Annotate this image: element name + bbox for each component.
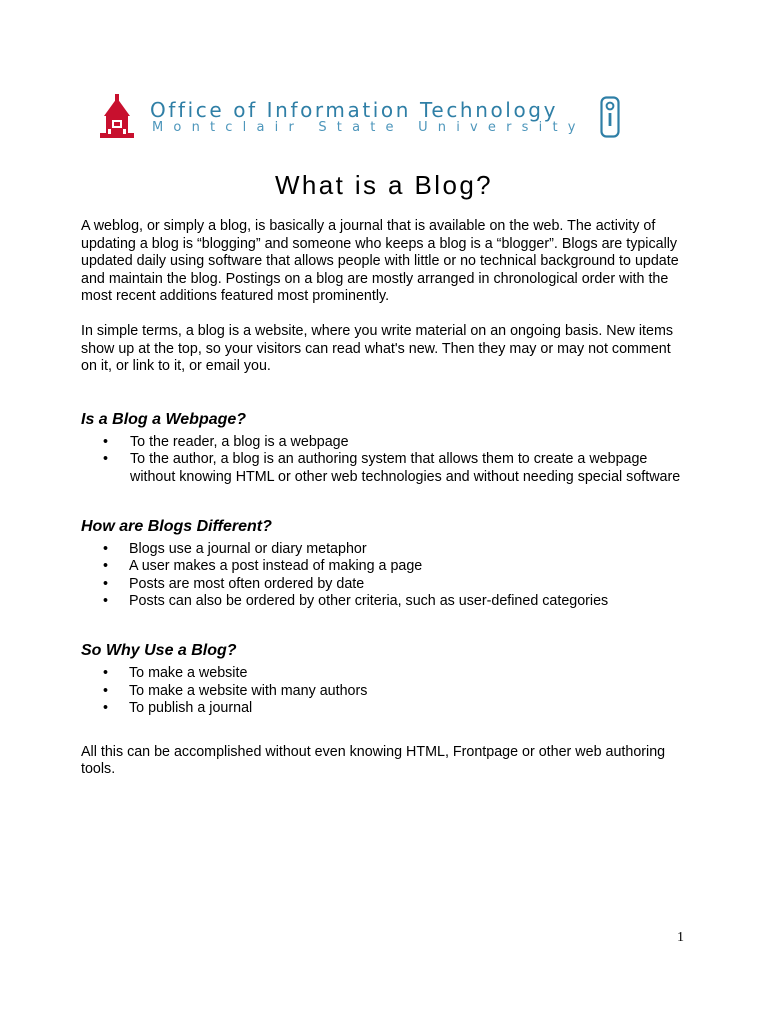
document-body [81,218,687,779]
list-item: • Posts are most often ordered by date [81,576,687,594]
org-name: Office of Information Technology [150,98,559,122]
keyhole-icon [600,96,620,138]
montclair-seal-icon [96,94,138,140]
page-number: 1 [677,930,684,945]
list-item: • To publish a journal [81,700,687,718]
list-item: • Blogs use a journal or diary metaphor [81,541,687,559]
list-item: • To make a website with many authors [81,683,687,701]
intro-paragraph-2: In simple terms, a blog is a website, where you write material on an ongoing basis. New items show up at the top, so your visitors can read what's new. Then they may or may not comment on it, or link to it, or email you. [81,322,674,375]
section-heading-why: So Why Use a Blog? [81,641,237,659]
page-title: What is a Blog? [274,170,494,200]
list-item: • To the author, a blog is an authoring system that allows them to create a webpage without knowing HTML or other web technologies and without needing special software [81,451,687,486]
bullet-list-different [81,541,687,611]
section-heading-different: How are Blogs Different? [81,517,272,535]
bullet-list-webpage [81,434,687,487]
bullet-list-why [81,665,687,718]
section-heading-webpage: Is a Blog a Webpage? [81,410,247,428]
list-item: • To the reader, a blog is a webpage [81,434,687,452]
header-logo [96,94,626,142]
university-name: Montclair State University [152,120,586,135]
list-item: • A user makes a post instead of making a page [81,558,687,576]
closing-paragraph: All this can be accomplished without even knowing HTML, Frontpage or other web authoring tools. [81,743,666,778]
intro-paragraph-1: A weblog, or simply a blog, is basically a journal that is available on the web. The activity of updating a blog is “blogging” and someone who keeps a blog is a “blogger”. Blogs are typically updated daily using software that allows people with little or no technical background to update and maintain the blog. Postings on a blog are mostly arranged in chronological order with the most recent additions featured most prominently. [81,218,679,305]
list-item: • Posts can also be ordered by other criteria, such as user-defined categories [81,593,687,611]
list-item: • To make a website [81,665,687,683]
